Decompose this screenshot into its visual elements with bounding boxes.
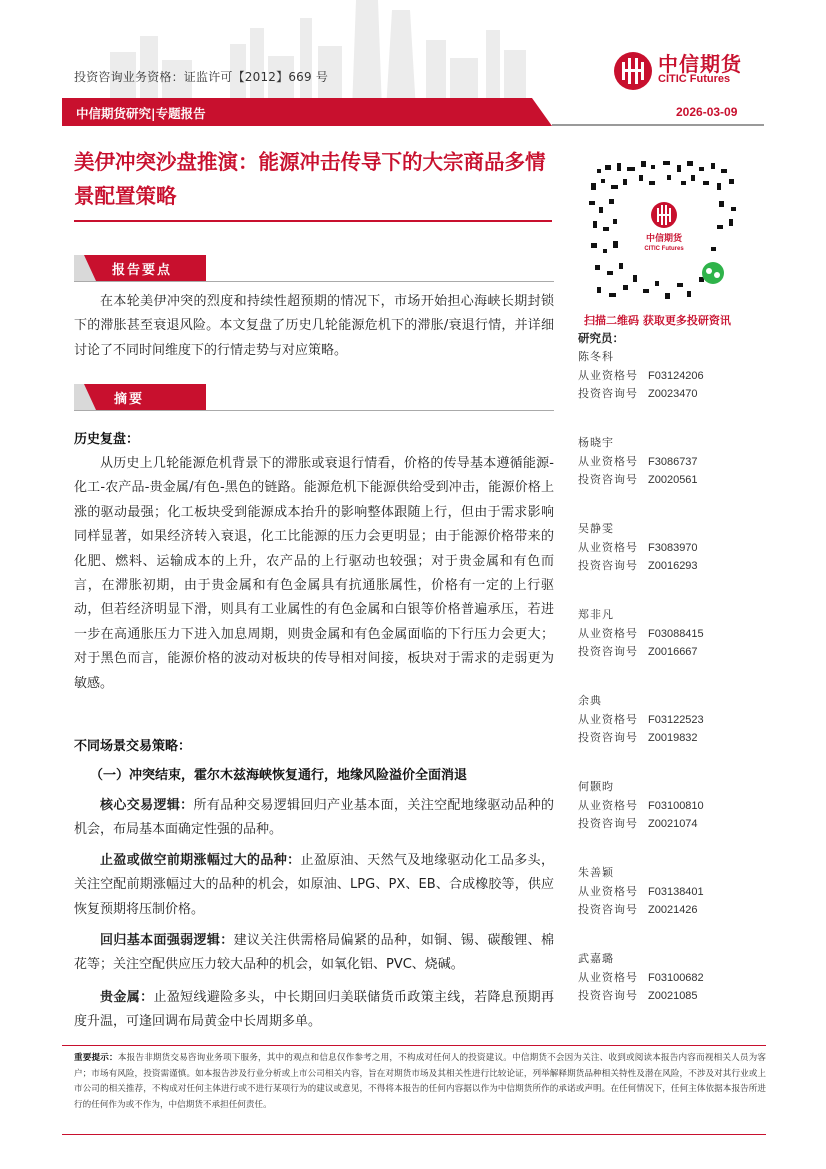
precious-text: 止盈短线避险多头，中长期回归美联储货币政策主线，若降息预期再度升温，可逢回调布局黄金中长周期多单。 — [74, 990, 554, 1030]
researcher-name: 余典 — [578, 694, 602, 707]
report-title: 美伊冲突沙盘推演：能源冲击传导下的大宗商品多情景配置策略 — [74, 150, 546, 208]
consult-number: Z0020561 — [648, 474, 698, 486]
consult-label: 投资咨询号 — [578, 817, 638, 830]
consult-number: Z0016667 — [648, 646, 698, 658]
researcher-name: 吴静雯 — [578, 522, 614, 535]
consult-label: 投资咨询号 — [578, 903, 638, 916]
researcher — [578, 348, 768, 404]
citic-futures-logo — [612, 48, 762, 94]
consult-number: Z0019832 — [648, 732, 698, 744]
consult-label: 投资咨询号 — [578, 989, 638, 1002]
researchers-head: 研究员： — [578, 331, 624, 345]
qual-label: 从业资格号 — [578, 970, 638, 984]
qual-label: 从业资格号 — [578, 884, 638, 898]
qual-number: F03122523 — [648, 713, 704, 726]
section-highlights — [74, 255, 554, 281]
qual-label: 从业资格号 — [578, 712, 638, 726]
report-date: 2026-03-09 — [676, 105, 738, 119]
disclaimer — [74, 1051, 766, 1113]
qual-label: 从业资格号 — [578, 540, 638, 554]
researcher — [578, 692, 768, 748]
qual-label: 从业资格号 — [578, 626, 638, 640]
researcher — [578, 864, 768, 920]
strategy-heading: 不同场景交易策略： — [74, 739, 192, 754]
qual-number: F03088415 — [648, 627, 704, 640]
researcher — [578, 778, 768, 834]
consult-number: Z0021085 — [648, 990, 698, 1002]
qual-number: F3086737 — [648, 455, 698, 468]
section-rule — [74, 281, 554, 282]
summary-label: 摘要 — [114, 392, 145, 407]
consult-number: Z0016293 — [648, 560, 698, 572]
report-type: 中信期货研究|专题报告 — [76, 106, 206, 121]
researcher — [578, 434, 768, 490]
core-logic-label: 核心交易逻辑： — [100, 798, 194, 813]
researcher — [578, 520, 768, 576]
consult-label: 投资咨询号 — [578, 387, 638, 400]
disclaimer-label: 重要提示： — [74, 1053, 118, 1063]
history-text: 从历史上几轮能源危机背景下的滞胀或衰退行情看，价格的传导基本遵循能源-化工-农产品-贵金属/有色-黑色的链路。能源危机下能源供给受到冲击，能源价格上涨的驱动最强；化工板块受到能源成本抬升的影响整体跟随上行，但由于需求影响同样显著，如果经济转入衰退，化工比能源的压力会更明显；由于能源价格带来的化肥、燃料、运输成本的上升，农产品的上行驱动也较强；对于贵金属和有色而言，在滞胀初期，由于贵金属和有色金属具有抗通胀属性，价格有一定的上行驱动，但若经济明显下滑，则具有工业属性的有色金属和白银等价格普遍承压，若进一步在高通胀压力下进入加息周期，则贵金属和有色金属面临的下行压力会更大；对于黑色而言，能源价格的波动对板块的传导相对间接，板块对于需求的走弱更为敏感。 — [74, 456, 554, 691]
license-text: 投资咨询业务资格：证监许可【2012】669 号 — [74, 70, 329, 84]
section-rule — [74, 410, 554, 411]
consult-label: 投资咨询号 — [578, 645, 638, 658]
brand-en: CITIC Futures — [658, 73, 731, 85]
precious-para — [74, 986, 554, 1035]
citic-logo-icon — [612, 50, 654, 92]
scenario1-heading: （一）冲突结束，霍尔木兹海峡恢复通行，地缘风险溢价全面消退 — [90, 768, 468, 783]
profit-para — [74, 849, 554, 922]
qual-label: 从业资格号 — [578, 454, 638, 468]
qual-number: F3083970 — [648, 541, 698, 554]
qual-label: 从业资格号 — [578, 368, 638, 382]
highlights-text: 在本轮美伊冲突的烈度和持续性超预期的情况下，市场开始担心海峡长期封锁下的滞胀甚至衰退风险。本文复盘了历史几轮能源危机下的滞胀/衰退行情，并详细讨论了不同时间维度下的行情走势与对应策略。 — [74, 294, 554, 358]
qual-number: F03138401 — [648, 885, 704, 898]
qual-number: F03124206 — [648, 369, 704, 382]
header-rule — [552, 124, 764, 126]
researcher-name: 杨晓宇 — [578, 436, 614, 449]
consult-number: Z0021426 — [648, 904, 698, 916]
core-logic-para — [74, 794, 554, 843]
fundamental-text: 建议关注供需格局偏紧的品种，如铜、锡、碳酸锂、棉花等；关注空配供应压力较大品种的机会，如氧化铝、PVC、烧碱。 — [74, 933, 554, 973]
disclaimer-text: 本报告非期货交易咨询业务项下服务，其中的观点和信息仅作参考之用，不构成对任何人的投资建议。中信期货不会因为关注、收到或阅读本报告内容而视相关人员为客户；市场有风险，投资需谨慎。如本报告涉及行业分析或上市公司相关内容，旨在对期货市场及其相关性进行比较论证，列举解释期货品种相关特性及潜在风险，不涉及对其行业或上市公司的相关推荐，不构成对任何主体进行或不进行某项行为的建议或意见，不得将本报告的任何内容据以作为中信期货所作的承诺或声明。在任何情况下，任何主体依据本报告所进行的任何作为或不作为，中信期货不承担任何责任。 — [74, 1053, 766, 1110]
researcher-name: 何颢昀 — [578, 780, 614, 793]
consult-label: 投资咨询号 — [578, 559, 638, 572]
brand-cn: 中信期货 — [658, 52, 742, 76]
researchers-panel — [578, 330, 768, 1002]
fundamental-para — [74, 929, 554, 978]
researcher-name: 朱善颖 — [578, 866, 614, 879]
qr-logo-en: CITIC Futures — [644, 246, 684, 252]
researcher — [578, 950, 768, 1006]
section-summary — [74, 384, 554, 410]
profit-label: 止盈或做空前期涨幅过大的品种： — [100, 853, 301, 868]
core-logic-text: 所有品种交易逻辑回归产业基本面，关注空配地缘驱动品种的机会，布局基本面确定性强的品种。 — [74, 798, 554, 838]
qual-number: F03100810 — [648, 799, 704, 812]
qr-code[interactable] — [583, 155, 745, 309]
title-rule — [74, 220, 552, 222]
profit-text: 止盈原油、天然气及地缘驱动化工品多头，关注空配前期涨幅过大的品种的机会，如原油、LPG、PX、EB、合成橡胶等，供应恢复预期将压制价格。 — [74, 853, 554, 917]
precious-label: 贵金属： — [100, 990, 154, 1005]
qual-number: F03100682 — [648, 971, 704, 984]
researcher-name: 郑非凡 — [578, 608, 614, 621]
qual-label: 从业资格号 — [578, 798, 638, 812]
consult-number: Z0021074 — [648, 818, 698, 830]
qr-logo-cn: 中信期货 — [645, 234, 683, 244]
consult-label: 投资咨询号 — [578, 473, 638, 486]
consult-number: Z0023470 — [648, 388, 698, 400]
researcher-name: 陈冬科 — [578, 350, 614, 363]
highlights-label: 报告要点 — [112, 263, 173, 278]
qr-caption: 扫描二维码 获取更多投研资讯 — [584, 314, 731, 327]
researcher — [578, 606, 768, 662]
history-heading: 历史复盘： — [74, 432, 140, 447]
fundamental-label: 回归基本面强弱逻辑： — [100, 933, 234, 948]
researcher-name: 武嘉璐 — [578, 952, 614, 965]
consult-label: 投资咨询号 — [578, 731, 638, 744]
